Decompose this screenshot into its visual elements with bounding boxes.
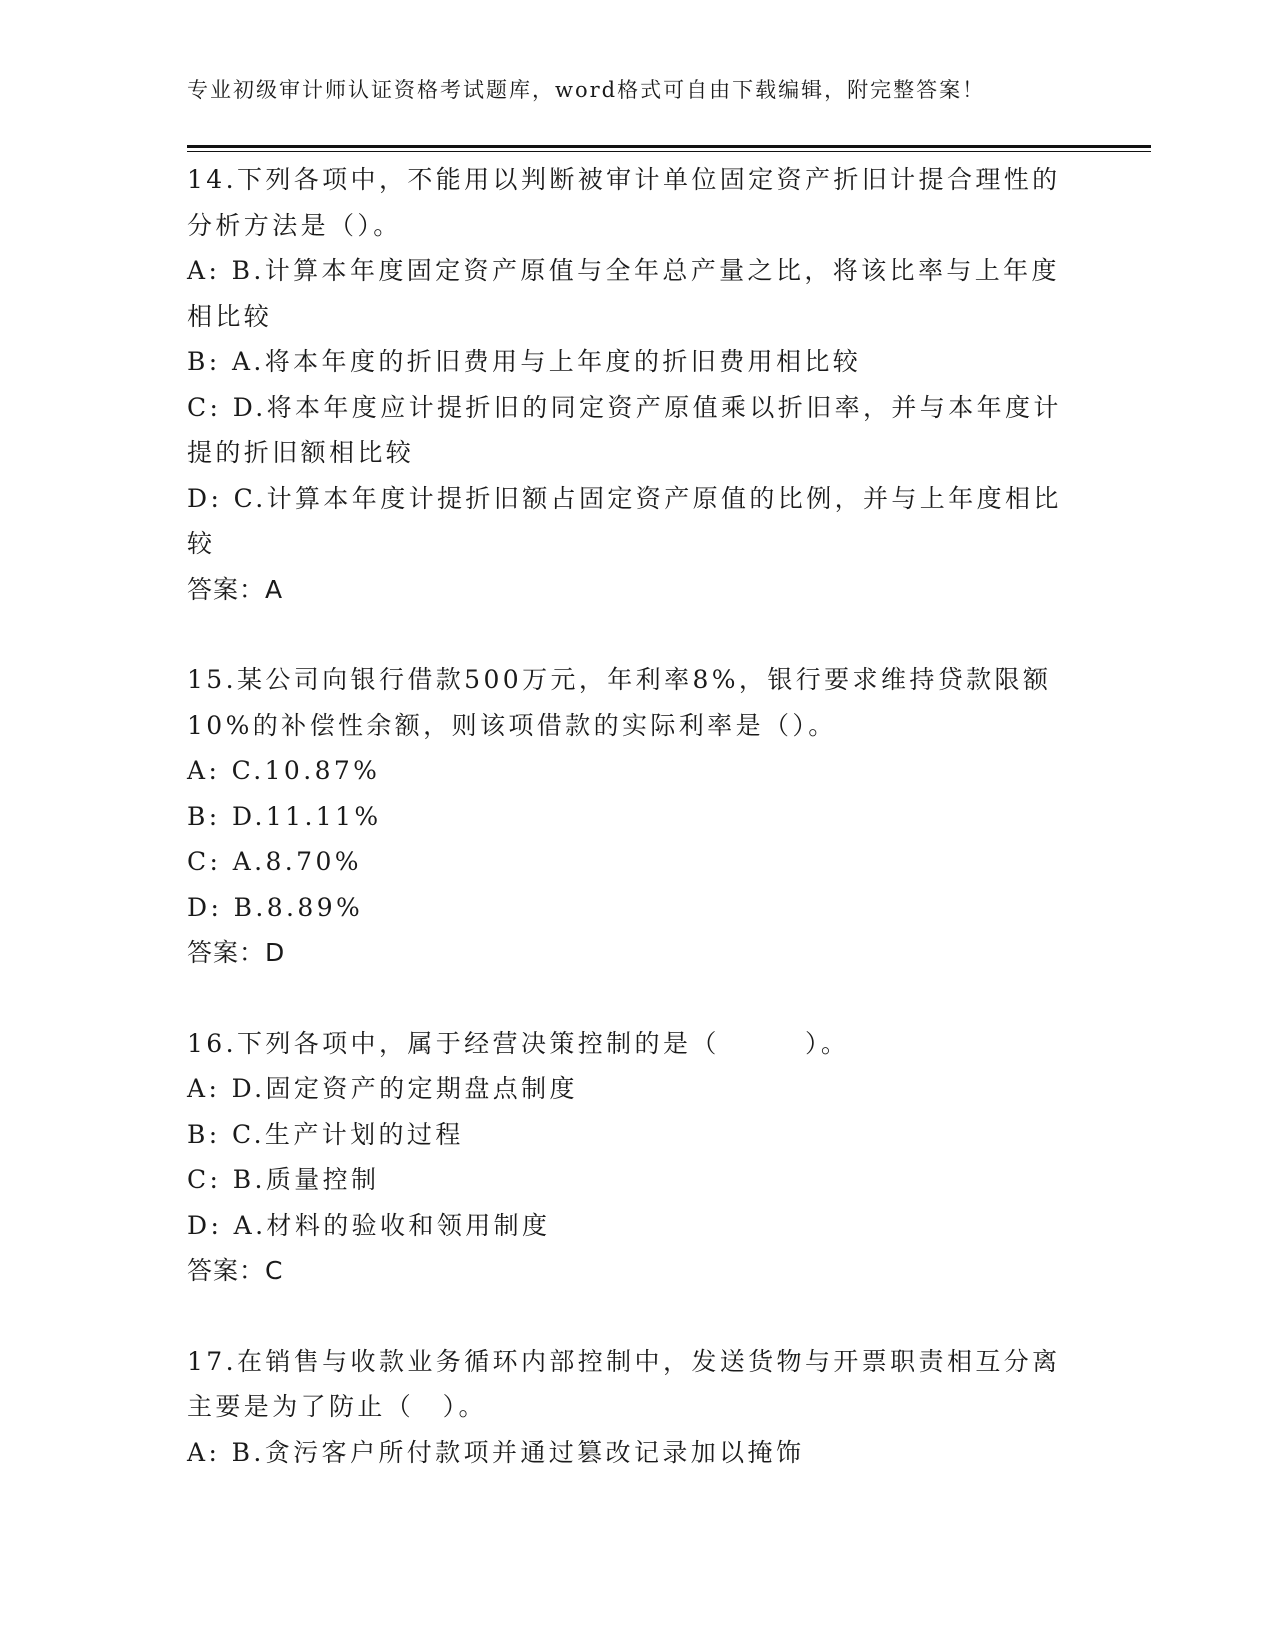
option-line: 较 bbox=[187, 529, 216, 558]
option-line: A: D.固定资产的定期盘点制度 bbox=[187, 1074, 578, 1103]
option-line: C: A.8.70% bbox=[187, 847, 362, 876]
question-stem-line: 10%的补偿性余额，则该项借款的实际利率是（）。 bbox=[187, 710, 837, 740]
option-line: B: D.11.11% bbox=[187, 801, 382, 831]
option-line: D: B.8.89% bbox=[187, 892, 364, 922]
question-stem-line: 14.下列各项中，不能用以判断被审计单位固定资产折旧计提合理性的 bbox=[187, 165, 1061, 194]
question-list bbox=[187, 157, 1087, 1520]
question-block bbox=[187, 157, 1087, 612]
answer-line: 答案：C bbox=[187, 1256, 284, 1285]
option-line: 相比较 bbox=[187, 301, 273, 331]
option-line: D: A.材料的验收和领用制度 bbox=[187, 1210, 551, 1240]
question-stem-line: 16.下列各项中，属于经营决策控制的是（ ）。 bbox=[187, 1028, 850, 1058]
question-block bbox=[187, 1339, 1087, 1476]
option-line: A: B.计算本年度固定资产原值与全年总产量之比，将该比率与上年度 bbox=[187, 256, 1060, 285]
header-rule-thin bbox=[187, 151, 1151, 152]
page-header: 专业初级审计师认证资格考试题库，word格式可自由下载编辑，附完整答案！ bbox=[187, 78, 986, 102]
option-line: D: C.计算本年度计提折旧额占固定资产原值的比例，并与上年度相比 bbox=[187, 483, 1062, 513]
question-block bbox=[187, 1021, 1087, 1294]
question-stem-line: 分析方法是（）。 bbox=[187, 210, 402, 240]
answer-line: 答案：A bbox=[187, 574, 284, 604]
header-rule-thick bbox=[187, 145, 1151, 148]
option-line: A: B.贪污客户所付款项并通过篡改记录加以掩饰 bbox=[187, 1437, 805, 1467]
option-line: B: A.将本年度的折旧费用与上年度的折旧费用相比较 bbox=[187, 347, 862, 376]
question-stem-line: 主要是为了防止（ ）。 bbox=[187, 1392, 487, 1421]
question-block bbox=[187, 657, 1087, 976]
option-line: A: C.10.87% bbox=[187, 756, 381, 785]
option-line: C: D.将本年度应计提折旧的同定资产原值乘以折旧率，并与本年度计 bbox=[187, 392, 1062, 422]
option-line: C: B.质量控制 bbox=[187, 1165, 380, 1194]
option-line: 提的折旧额相比较 bbox=[187, 438, 415, 467]
question-stem-line: 17.在销售与收款业务循环内部控制中，发送货物与开票职责相互分离 bbox=[187, 1346, 1061, 1376]
answer-line: 答案：D bbox=[187, 938, 286, 967]
option-line: B: C.生产计划的过程 bbox=[187, 1119, 464, 1149]
question-stem-line: 15.某公司向银行借款500万元，年利率8%，银行要求维持贷款限额 bbox=[187, 665, 1052, 694]
